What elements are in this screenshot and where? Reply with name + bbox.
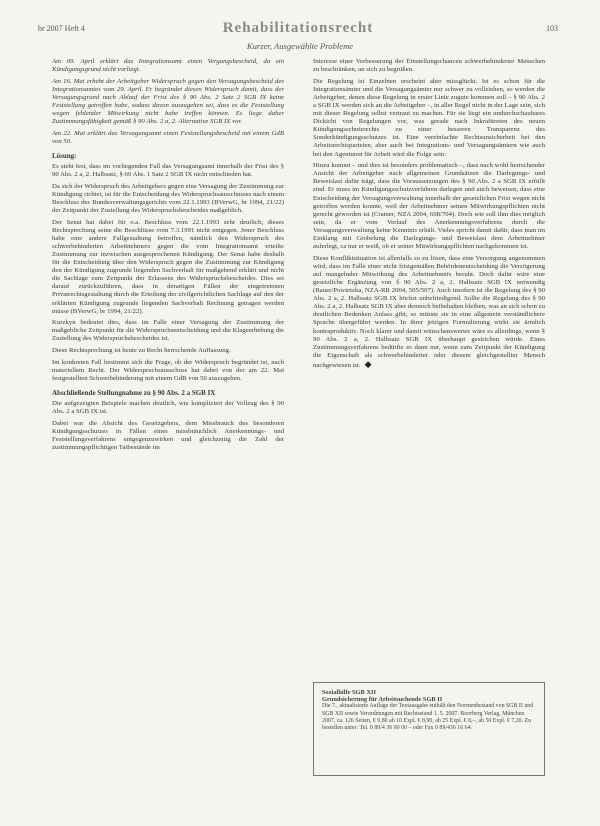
- journal-issue: br 2007 Heft 4: [38, 24, 85, 33]
- paragraph: Im konkreten Fall bestimmt sich die Frage, ob der Widerspruch begründet ist, nach materiellem Recht. Der Widerspruchsausschuss hat dabei von der am 22. Mai festgestellten Schwerbehinderung mit einem GdB von 50 auszugehen.: [52, 358, 284, 382]
- page-number: 103: [546, 24, 558, 33]
- paragraph: Da sich der Widerspruch des Arbeitgebers gegen eine Versagung der Zustimmung zur Kündigung richtet, ist für die Entscheidung des Widerspruchsausschusses nach einem Beschluss des Bundesverwaltungsgerichts vom 22.1.1993 (BVerwG, br 1994, 21/22) der Zeitpunkt der Zustellung des Widerspruchsbescheides maßgeblich.: [52, 182, 284, 214]
- section-heading: Abschließende Stellungnahme zu § 90 Abs. 2 a SGB IX: [52, 388, 216, 397]
- paragraph: Am 09. April erklärt das Integrationsamt einen Vergangsbescheid, da ein Kündigungsgrund nicht vorliegt.: [52, 58, 284, 74]
- paragraph: Am 22. Mai erklärt das Versagungsamt einen Feststellungsbescheid mit einem GdB von 50.: [52, 129, 284, 145]
- paragraph: Die Regelung ist Einzelnen erscheint aber missglückt. Ist es schon für die Integrationsämter und die Versagungsämter nur schwer zu vollziehen, so werden die Arbeitgeber, denen diese Regelung in erster Linie zugute kommen soll – § 90 Abs. 2 a SGB IX werden sich an die Arbeitgeber –, in aller Regel nicht in der Lage sein, sich mit dieser Regelung selbst vertraut zu machen. Für sie liegt ein undurchschaubares Dickicht von Regelungen vor, was gerade nach Inkrafttreten des neuen Kündigungsschutzrechts zu einer besseren Transparenz des Sonderkündigungsschutzes ist. Eine vereinfachte Rechtsunsicherheit bei den Arbeitsrechtsparteien, aber auch bei Integrations- und Versagungsämtern wie auch bei den Agenturen für Arbeit wird die Folge sein.: [313, 77, 545, 158]
- article-subtitle: Kurzer, Ausgewählte Probleme: [246, 41, 354, 51]
- info-box-subtitle: Grundsicherung für Arbeitsuchende SGB II: [322, 696, 443, 704]
- end-of-article-icon: ◆: [364, 358, 372, 369]
- paragraph: Interesse einer Verbesserung der Einstellungschancen schwerbehinderter Menschen zu beschränken, an sich zu begrüßen.: [313, 58, 545, 74]
- right-column: [313, 58, 545, 373]
- info-box-body: Die 7., aktualisierte Auflage der Textausgabe enthält den Normenbestand von SGB II und SGB XII sowie Verordnungen mit Rechtsstand 1. 5. 2007. Boorberg Verlag, München 2007, ca. 126 Seiten, € 9,80 ab 10 Expl. € 8,90, ab 25 Expl. € 8,–, ab 50 Expl. € 7,20. Zu bestellen unter: Tel. 0 89/4 36 00 00 – oder Fax 0 89/436 16 64.: [322, 703, 534, 732]
- paragraph: Diese Konfliktsituation ist allenfalls so zu lösen, dass eine Versorgung angenommen wird, dass im Falle einer nicht fristgemäßen Behördenentscheidung die Verzögerung auf mangelnder Mitwirkung des Arbeitnehmers beruht. Doch dafür wäre eine gesetzliche Ergänzung von § 90 Abs. 2 a, 2. Halbsatz SGB IX notwendig (Bauer/Powietzka, NZA-RR 2004, 505/507). Auch insofern ist die Regelung des § 90 Abs. 2 a, 2. Halbsatz SGB IX höchst unbefriedigend. Sollte die Regelung des § 90 Abs. 2 a, 2. Halbsatz SGB IX aber dennoch beibehalten bleiben, was an sich schon zu deutlichen Bedenken Anlass gibt, so müsste sie in eine allgemein verständlichere Sprache übergeführt werden. In ihrer jetzigen Formulierung wirkt sie ärmlich kontraproduktiv. Noch klarer und damit wünschenswerter wäre es allerdings, wenn § 90 Abs. 2 a, 2. Halbsatz SGB IX überhaupt gestrichen würde. Eines Zustimmungsverfahrens bedürfte es dann nur, wenn zum Zeitpunkt der Kündigung die Eigenschaft als schwerbehinderter oder diesem gleichgestellter Mensch nachgewiesen ist. ◆: [313, 254, 545, 369]
- paragraph: Hinzu kommt – und dies ist besonders problematisch –, dass nach wohl herrschender Ansicht der Arbeitgeber nach allgemeinen Grundsätzen die Darlegungs- und Beweislast dafür trägt, dass die Voraussetzungen des § 90 Abs. 2 a SGB IX erfüllt sind. Er muss im Kündigungsschutzverfahren darlegen und auch beweisen, dass eine Entscheidung der Versagungsverwaltung innerhalb der gesetzlichen Frist wegen nicht getroffen werden konnte, weil der Arbeitnehmer seinen Mitwirkungspflichten nicht gerecht geworden ist (Cramer, NZA 2004, 698/704). Doch wie soll ihm dies möglich sein, da er vom Verlauf des Anerkennungsverfahrens durch die Versagungsverwaltung keine Kenntnis erhält. Vieles spricht damit dafür, dass man im Einklang mit Grobelung die Darlegungs- und Beweislast dem Arbeitnehmer auferlegt, ca nur er weiß, ob er seiner Mitwirkungspflichten nachgekommen ist.: [313, 162, 545, 251]
- paragraph: Diese Rechtsprechung ist heute zu Recht herrschende Auffassung.: [52, 347, 231, 354]
- section-heading: Lösung:: [52, 151, 77, 160]
- info-box: [313, 682, 545, 776]
- paragraph: Kurzkyn bedeutet dies, dass im Falle einer Versagung der Zustimmung der maßgebliche Zeitpunkt für die Widerspruchsentscheidung und die Klageerhebung die Zustellung des Widerspruchsbescheides ist.: [52, 319, 284, 343]
- info-box-title: Sozialhilfe SGB XII: [322, 689, 376, 696]
- left-column: [52, 58, 284, 456]
- section-title: Rehabilitationsrecht: [222, 20, 374, 36]
- paragraph: Am 16. Mai erhebt der Arbeitgeber Widerspruch gegen den Versagungsbescheid des Integrationsamtes vom 29. April. Er begründet diesen Widerspruch damit, dass der Versagungsgrund nach Ablauf der Frist des § 90 Abs. 2 Satz 2 SGB IX keine Feststellung getroffen habe, sodass davon auszugehen sei, dass es die Feststellung wegen fehlender Mitwirkung nicht habe treffen können. Es liege daher Zustimmungsfähigkeit gemäß § 90 Abs. 2 a, 2. Alternative SGB IX vor.: [52, 77, 284, 126]
- running-header: [38, 20, 558, 40]
- paragraph: Dabei war die Absicht des Gesetzgebers, dem Missbrauch des besonderen Kündigungsschutzes in Fällen eines missbräuchlich Anerkennungs- und Feststellungsverfahrens entgegenzuwirken und gleichzeitig die Zahl der zustimmungspflichtigen Tatbestände im: [52, 419, 284, 451]
- paragraph: Es steht fest, dass im vorliegenden Fall das Versagungsamt innerhalb der Frist des § 90 Abs. 2 a, 2. Halbsatz, § 69 Abs. 1 Satz 2 SGB IX nicht entschieden hat.: [52, 163, 284, 179]
- paragraph: Der Senat hat dabei für o.a. Beschluss vom 22.1.1993 sehr deutlich, dieses Rechtsprechung seine die Beschlüsse vom 7.3.1991 nicht entgegen. Jener Beschluss habe eine andere Fallgestaltung betroffen, nämlich den Widerspruch des schwerbehinderten Arbeitnehmers gegen die vom Integrationsamt erteilte Zustimmung zur inzwischen ausgesprochenen Kündigung. Der Senat habe deshalb für die Entscheidung über den Widerspruch gegen die Zustimmung zur Kündigung den der Kündigung zugrunde liegenden Sachverhalt für maßgebend erklärt und nicht die Sachlage zum Zeitpunkt der Erlassens des Widerspruchsbescheides. Dies sei darauf zurückzuführen, dass in derartigen Fällen der eingetretenen Privatrechtsgestaltung durch die Erteilung der zivilgerichtlichen Sachlage auf den der erklärten Kündigung zugrunde liegenden Sachverhalt Rechnung getragen werden müsse (BVerwG, br 1994, 21/22).: [52, 218, 284, 315]
- paragraph: Die aufgezeigten Beispiele machen deutlich, wie kompliziert der Vollzug des § 90 Abs. 2 a SGB IX ist.: [52, 399, 284, 416]
